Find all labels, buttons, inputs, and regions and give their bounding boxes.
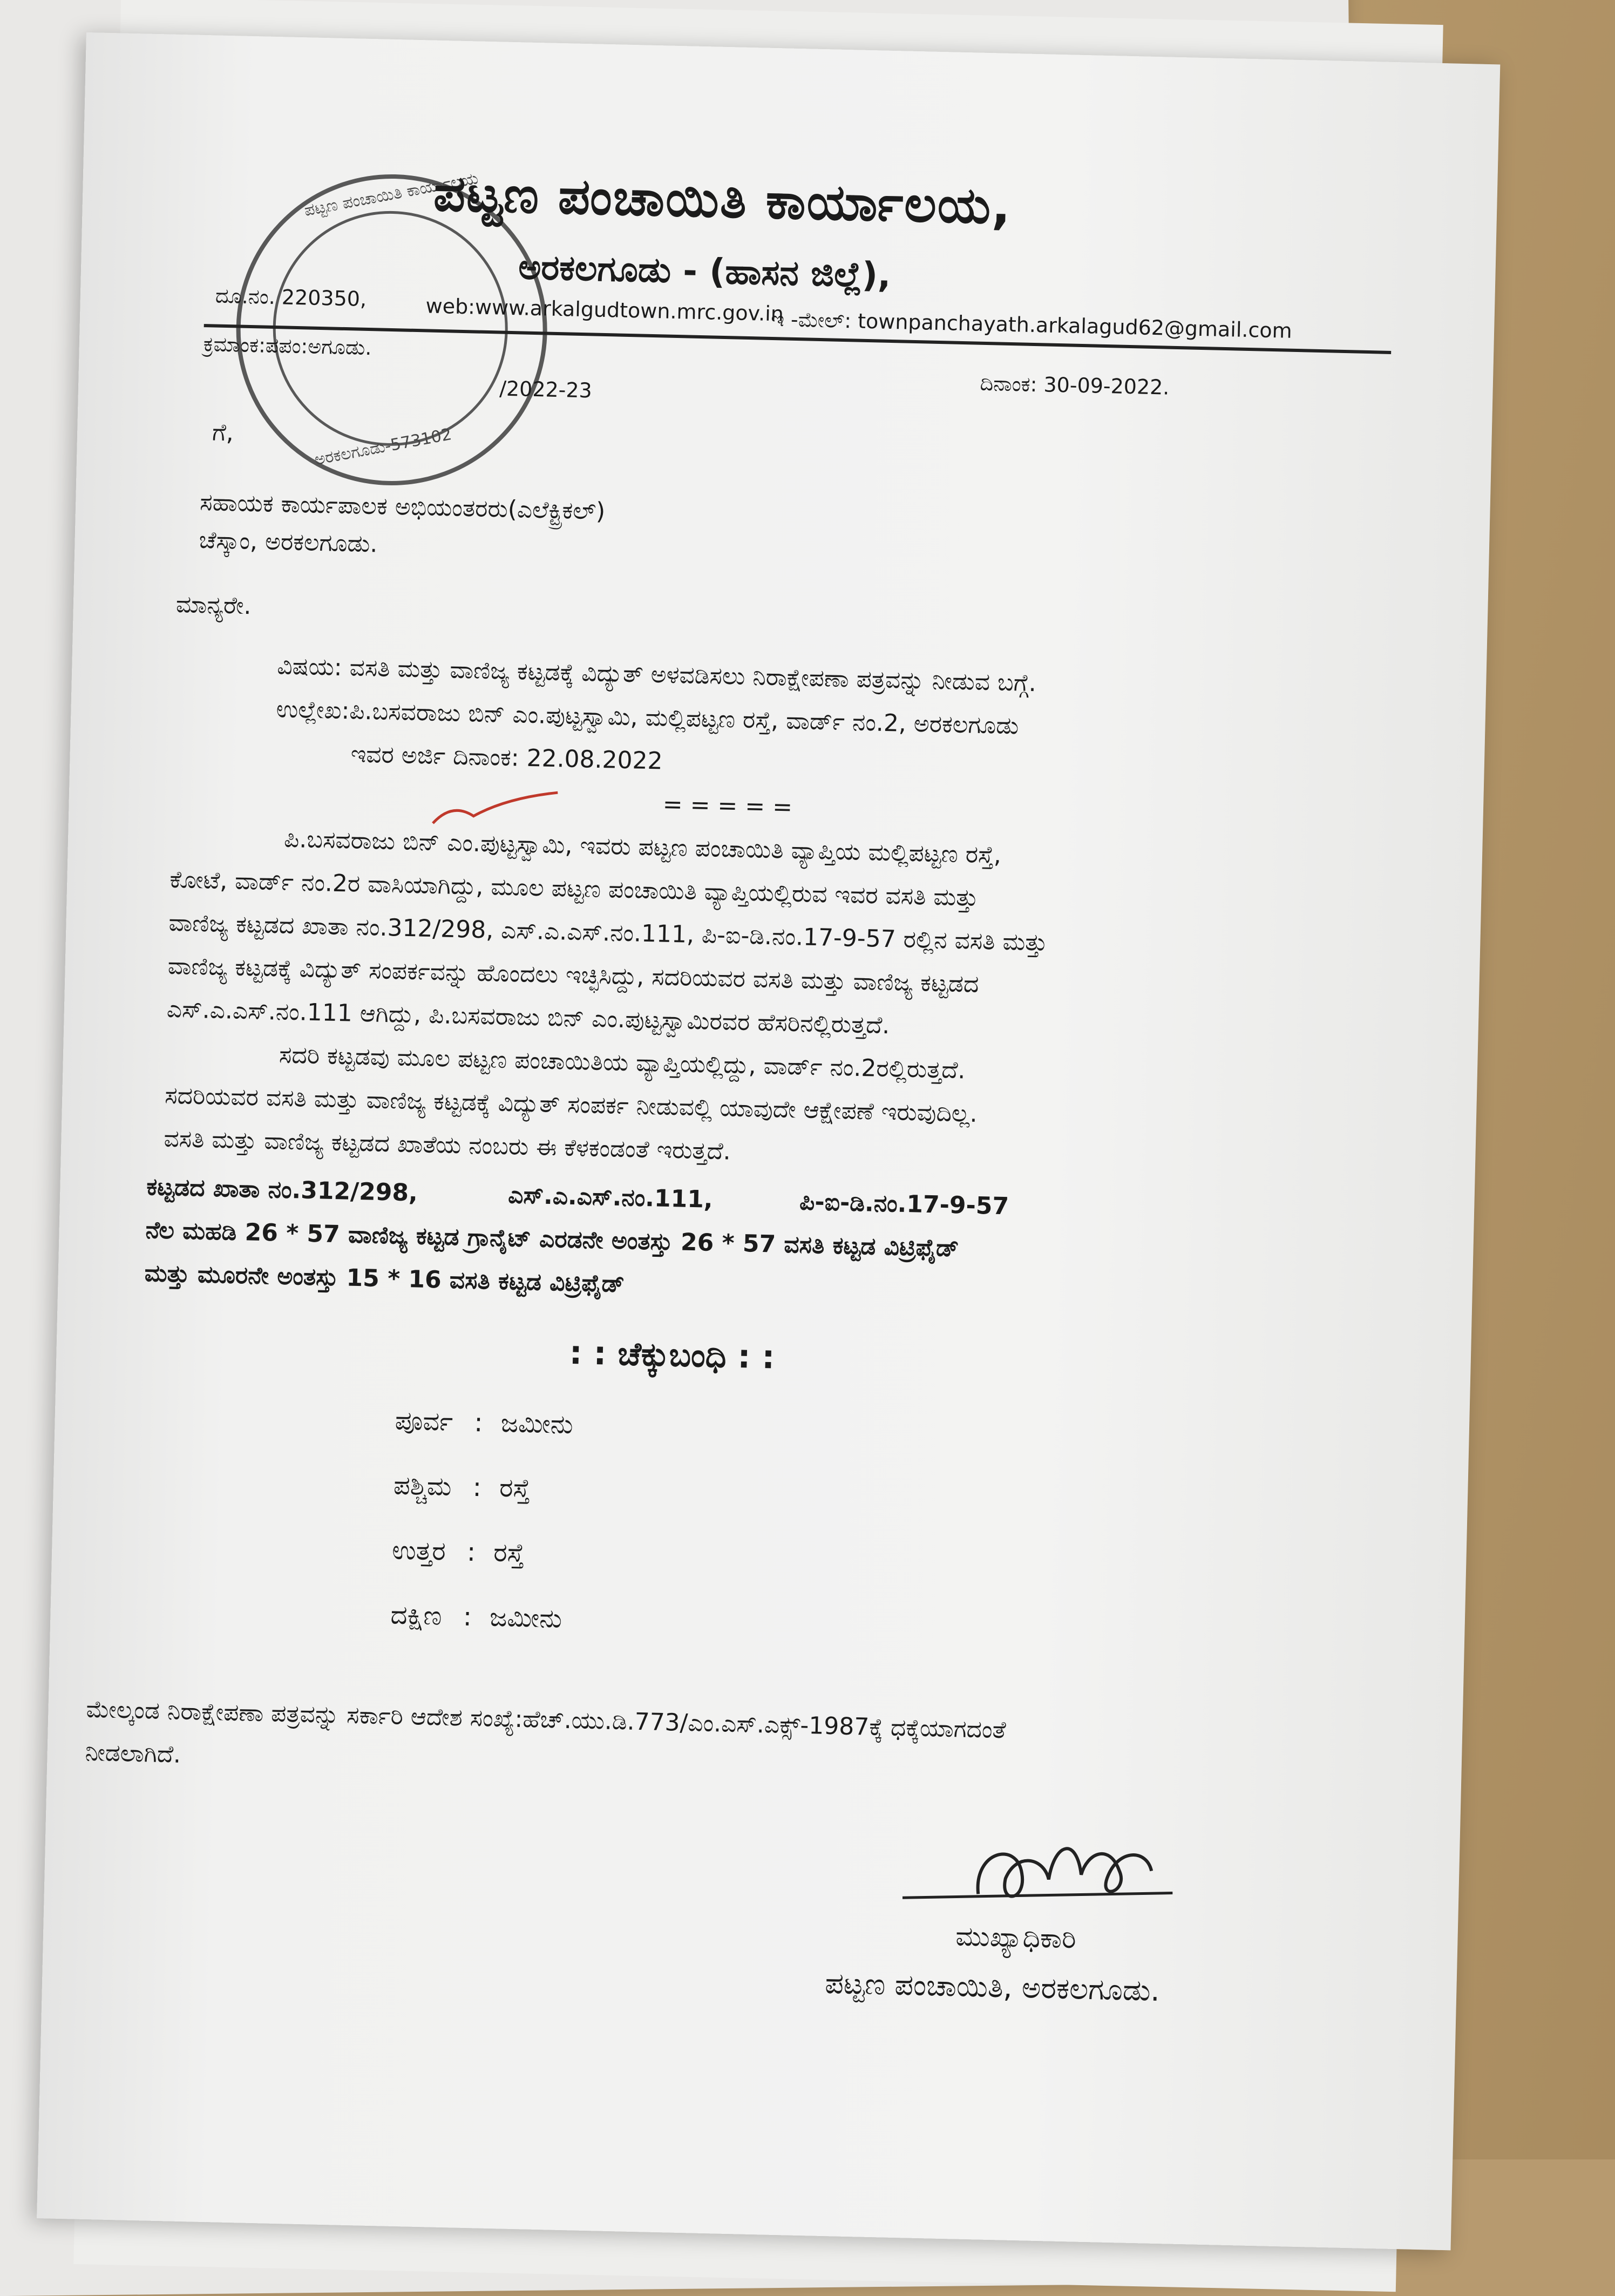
boundary-west-dir: ಪಶ್ಚಿಮ: [393, 1470, 452, 1502]
boundary-west-sep: :: [472, 1472, 482, 1503]
seal-top-text: ಪಟ್ಟಣ ಪಂಚಾಯಿತಿ ಕಾರ್ಯಾಲಯ: [302, 168, 480, 220]
paragraph1-line2: ಕೋಟೆ, ವಾರ್ಡ್ ನಂ.2ರ ವಾಸಿಯಾಗಿದ್ದು, ಮೂಲ ಪಟ್ಟಣ ಪಂಚಾಯಿತಿ ವ್ಯಾಪ್ತಿಯಲ್ಲಿರುವ ಇವರ ವಸತಿ ಮತ್ತು: [169, 865, 979, 912]
recipient-to: ಗೆ,: [212, 418, 234, 447]
property-sas: ಎಸ್.ಎ.ಎಸ್.ನಂ.111,: [507, 1181, 714, 1214]
letter-content: [85, 158, 1416, 2008]
letterhead-web: web:www.arkalgudtown.mrc.gov.in: [425, 294, 784, 326]
letterhead-ref: ಕ್ರಮಾಂಕ:ಪಪಂ:ಅಗೂಡು.: [203, 332, 372, 360]
subject-line2: ಉಲ್ಲೇಖ:ಪಿ.ಬಸವರಾಜು ಬಿನ್ ಎಂ.ಪುಟ್ಟಸ್ವಾಮಿ, ಮಲ್ಲಿಪಟ್ಟಣ ರಸ್ತೆ, ವಾರ್ಡ್ ನಂ.2, ಅರಕಲಗೂಡು: [276, 695, 1019, 740]
closing-line1: ಮೇಲ್ಕಂಡ ನಿರಾಕ್ಷೇಪಣಾ ಪತ್ರವನ್ನು ಸರ್ಕಾರಿ ಆದೇಶ ಸಂಖ್ಯೆ:ಹೆಚ್.ಯು.ಡಿ.773/ಎಂ.ಎಸ್.ಎಕ್ಸ್-1987ಕ್ಕೆ ಧಕ್ಕೆಯಾಗದಂತೆ: [85, 1695, 1007, 1744]
boundary-north-dir: ಉತ್ತರ: [391, 1535, 446, 1567]
paragraph1-line1: ಪಿ.ಬಸವರಾಜು ಬಿನ್ ಎಂ.ಪುಟ್ಟಸ್ವಾಮಿ, ಇವರು ಪಟ್ಟಣ ಪಂಚಾಯಿತಿ ವ್ಯಾಪ್ತಿಯ ಮಲ್ಲಿಪಟ್ಟಣ ರಸ್ತೆ,: [283, 825, 1002, 869]
paragraph1-line3: ವಾಣಿಜ್ಯ ಕಟ್ಟಡದ ಖಾತಾ ನಂ.312/298, ಎಸ್.ಎ.ಎಸ್.ನಂ.111, ಪಿ-ಐ-ಡಿ.ನಂ.17-9-57 ರಲ್ಲಿನ ವಸತಿ ಮತ್ತು: [168, 909, 1048, 957]
subject-line3: ಇವರ ಅರ್ಜಿ ದಿನಾಂಕ: 22.08.2022: [350, 740, 663, 775]
property-line3: ಮತ್ತು ಮೂರನೇ ಅಂತಸ್ತು 15 * 16 ವಸತಿ ಕಟ್ಟಡ ವಿಟ್ರಿಫೈಡ್: [144, 1259, 625, 1298]
boundary-east-sep: :: [473, 1407, 484, 1438]
boundary-north: [392, 1535, 525, 1569]
boundary-east: [395, 1406, 573, 1440]
boundary-south-val: ಜಮೀನು: [489, 1602, 562, 1634]
paragraph2-line2: ಸದರಿಯವರ ವಸತಿ ಮತ್ತು ವಾಣಿಜ್ಯ ಕಟ್ಟಡಕ್ಕೆ ವಿದ್ಯುತ್ ಸಂಪರ್ಕ ನೀಡುವಲ್ಲಿ ಯಾವುದೇ ಆಕ್ಷೇಪಣೆ ಇರುವುದಿಲ್ಲ.: [164, 1081, 978, 1128]
paragraph1-line5: ಎಸ್.ಎ.ಎಸ್.ನಂ.111 ಆಗಿದ್ದು, ಪಿ.ಬಸವರಾಜು ಬಿನ್ ಎಂ.ಪುಟ್ಟಸ್ವಾಮಿರವರ ಹೆಸರಿನಲ್ಲಿರುತ್ತದೆ.: [166, 995, 890, 1040]
subject-line1: ವಿಷಯ: ವಸತಿ ಮತ್ತು ವಾಣಿಜ್ಯ ಕಟ್ಟಡಕ್ಕೆ ವಿದ್ಯುತ್ ಅಳವಡಿಸಲು ನಿರಾಕ್ಷೇಪಣಾ ಪತ್ರವನ್ನು ನೀಡುವ ಬಗ್ಗೆ.: [276, 652, 1037, 697]
letterhead-ref-year: /2022-23: [499, 376, 593, 403]
salutation: ಮಾನ್ಯರೇ.: [175, 591, 252, 620]
property-line2: ನೆಲ ಮಹಡಿ 26 * 57 ವಾಣಿಜ್ಯ ಕಟ್ಟಡ ಗ್ರಾನೈಟ್ ಎರಡನೇ ಅಂತಸ್ತು 26 * 57 ವಸತಿ ಕಟ್ಟಡ ವಿಟ್ರಿಫೈಡ್: [145, 1216, 959, 1263]
letterhead-phone: ದೂ.ನಂ. 220350,: [215, 283, 367, 311]
boundary-west-val: ರಸ್ತೆ: [499, 1473, 531, 1504]
red-tick-mark: [430, 785, 561, 831]
letter-page: [37, 32, 1500, 2250]
section-divider: = = = = =: [662, 790, 793, 822]
letterhead-email: ಇ -ಮೇಲ್: townpanchayath.arkalagud62@gmail.com: [770, 307, 1293, 343]
paragraph2-line1: ಸದರಿ ಕಟ್ಟಡವು ಮೂಲ ಪಟ್ಟಣ ಪಂಚಾಯಿತಿಯ ವ್ಯಾಪ್ತಿಯಲ್ಲಿದ್ದು, ವಾರ್ಡ್ ನಂ.2ರಲ್ಲಿರುತ್ತದೆ.: [279, 1041, 966, 1085]
boundary-west: [393, 1471, 530, 1505]
boundary-south-dir: ದಕ್ಷಿಣ: [390, 1600, 443, 1631]
signature-title: ಮುಖ್ಯಾಧಿಕಾರಿ: [955, 1920, 1077, 1955]
boundary-north-sep: :: [466, 1536, 476, 1568]
paragraph1-line4: ವಾಣಿಜ್ಯ ಕಟ್ಟಡಕ್ಕೆ ವಿದ್ಯುತ್ ಸಂಪರ್ಕವನ್ನು ಹೊಂದಲು ಇಚ್ಛಿಸಿದ್ದು, ಸದರಿಯವರ ವಸತಿ ಮತ್ತು ವಾಣಿಜ್ಯ ಕಟ್ಟಡದ: [167, 952, 979, 998]
recipient-line1: ಸಹಾಯಕ ಕಾರ್ಯಪಾಲಕ ಅಭಿಯಂತರರು(ಎಲೆಕ್ಟ್ರಿಕಲ್): [199, 489, 606, 526]
seal-bottom-text: ಅರಕಲಗೂಡು-573102: [313, 425, 453, 470]
handwritten-signature: [891, 1817, 1196, 1932]
boundary-south: [390, 1600, 562, 1635]
boundary-east-val: ಜಮೀನು: [500, 1408, 574, 1440]
property-pid: ಪಿ-ಐ-ಡಿ.ನಂ.17-9-57: [799, 1188, 1009, 1221]
signature-office: ಪಟ್ಟಣ ಪಂಚಾಯಿತಿ, ಅರಕಲಗೂಡು.: [824, 1966, 1161, 2008]
boundary-north-val: ರಸ್ತೆ: [493, 1537, 525, 1569]
letterhead-subtitle: ಅರಕಲಗೂಡು - (ಹಾಸನ ಜಿಲ್ಲೆ),: [518, 247, 892, 296]
letterhead-date: ದಿನಾಂಕ: 30-09-2022.: [980, 371, 1170, 399]
boundary-east-dir: ಪೂರ್ವ: [395, 1405, 453, 1438]
property-khata: ಕಟ್ಟಡದ ಖಾತಾ ನಂ.312/298,: [146, 1173, 418, 1207]
paragraph2-line3: ವಸತಿ ಮತ್ತು ವಾಣಿಜ್ಯ ಕಟ್ಟಡದ ಖಾತೆಯ ನಂಬರು ಈ ಕೆಳಕಂಡಂತೆ ಇರುತ್ತದೆ.: [163, 1125, 731, 1166]
letterhead-title: ಪಟ್ಟಣ ಪಂಚಾಯಿತಿ ಕಾರ್ಯಾಲಯ,: [433, 164, 1013, 235]
recipient-line2: ಚೆಸ್ಕಾಂ, ಅರಕಲಗೂಡು.: [199, 526, 378, 558]
boundaries-heading: : : ಚೆಕ್ಕುಬಂಧಿ : :: [568, 1333, 776, 1377]
boundary-south-sep: :: [463, 1601, 472, 1632]
closing-line2: ನೀಡಲಾಗಿದೆ.: [85, 1738, 181, 1769]
